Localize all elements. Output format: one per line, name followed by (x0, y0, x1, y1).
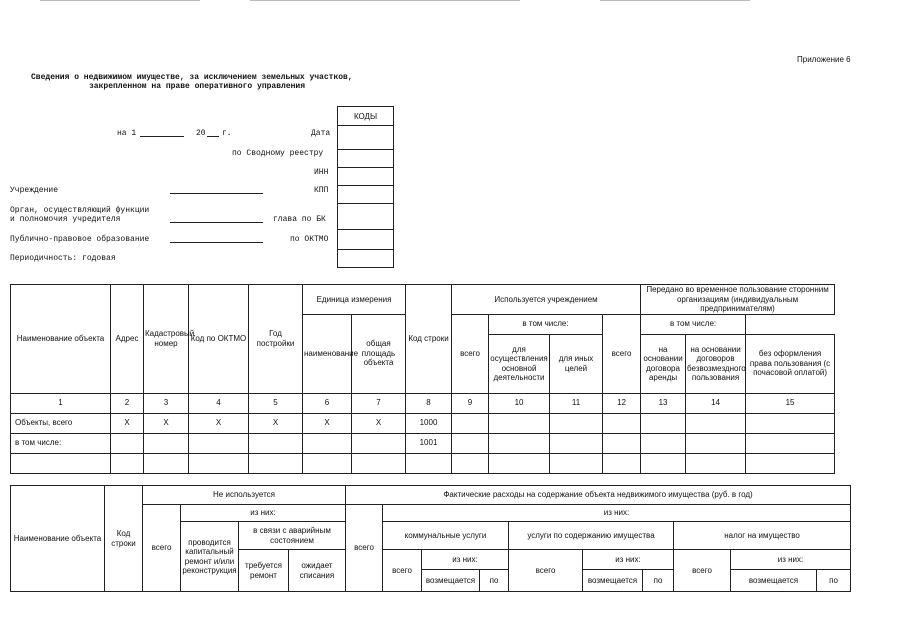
input-cell[interactable] (641, 453, 686, 473)
input-cell[interactable] (603, 453, 641, 473)
table-row (11, 433, 835, 453)
col-number: 2 (111, 393, 144, 413)
row-cell: X (111, 413, 144, 433)
codes-header: КОДЫ (353, 112, 378, 121)
col-used-other: для иных целей (550, 334, 603, 393)
col-row-code: Код строки (105, 486, 143, 592)
col-expenses-total: всего (346, 505, 383, 592)
col-number: 6 (303, 393, 352, 413)
expenses-table (10, 485, 851, 592)
input-cell[interactable] (303, 433, 352, 453)
input-cell[interactable] (111, 433, 144, 453)
input-cell[interactable] (746, 413, 835, 433)
form-title-line2: закрепленном на праве оперативного управления (89, 82, 306, 91)
col-unit-area: общая площадь объекта (352, 314, 406, 393)
codes-header-cell (338, 107, 393, 126)
col-emergency: в связи с аварийным состоянием (239, 522, 346, 550)
date-day-field[interactable] (140, 136, 184, 137)
year-prefix: 20 (196, 129, 206, 138)
col-needs-repair: требуется ремонт (239, 550, 289, 592)
ppo-label: Публично-правовое образование (10, 235, 150, 244)
row-code: 1000 (406, 413, 452, 433)
col-used-total: всего (452, 314, 489, 393)
col-object-name: Наименование объекта (11, 285, 111, 394)
year-suffix: г. (222, 129, 232, 138)
input-cell[interactable] (686, 433, 746, 453)
col-transferred: Передано во временное пользование сторонним организациям (индивидуальным предпринимателям) (641, 285, 835, 315)
organ-label-line1: Орган, осуществляющий функции (10, 206, 150, 215)
col-oktmo: Код по ОКТМО (189, 285, 249, 394)
col-transferred-total: всего (603, 314, 641, 393)
table-row (11, 413, 835, 433)
institution-label: Учреждение (10, 186, 59, 195)
row-code: 1001 (406, 433, 452, 453)
col-tax: налог на имущество (674, 522, 851, 550)
row-cell: X (144, 413, 189, 433)
row-cell: X (352, 413, 406, 433)
property-table (10, 284, 835, 474)
kpp-label: КПП (314, 186, 329, 195)
code-cell-bk[interactable] (338, 203, 393, 230)
col-maintenance-total: всего (509, 550, 583, 592)
code-cell-date[interactable] (338, 125, 393, 150)
institution-field[interactable] (170, 193, 263, 194)
col-number: 1 (11, 393, 111, 413)
col-utilities-total: всего (383, 550, 422, 592)
organ-label-line2: и полномочия учредителя (10, 215, 121, 224)
input-cell[interactable] (189, 453, 249, 473)
col-expenses: Фактические расходы на содержание объекта недвижимого имущества (руб. в год) (346, 486, 851, 505)
col-number: 15 (746, 393, 835, 413)
col-build-year: Год постройки (249, 285, 303, 394)
column-numbers-row (11, 393, 835, 413)
col-tax-by: по (817, 570, 851, 592)
inn-label: ИНН (314, 168, 329, 177)
col-unit: Единица измерения (303, 285, 406, 315)
input-cell[interactable] (746, 453, 835, 473)
input-cell[interactable] (144, 433, 189, 453)
input-cell[interactable] (452, 453, 489, 473)
col-expenses-of-them: из них: (383, 505, 851, 522)
scan-edge-line (600, 0, 750, 1)
input-cell[interactable] (189, 433, 249, 453)
ppo-field[interactable] (170, 242, 263, 243)
col-number: 14 (686, 393, 746, 413)
col-number: 4 (189, 393, 249, 413)
col-number: 5 (249, 393, 303, 413)
input-cell[interactable] (686, 453, 746, 473)
col-number: 10 (489, 393, 550, 413)
codes-box (337, 106, 394, 268)
input-cell[interactable] (249, 433, 303, 453)
bk-label: глава по БК (273, 215, 326, 224)
input-cell[interactable] (603, 433, 641, 453)
col-transferred-incl: в том числе: (641, 314, 746, 334)
col-utilities-of-them: из них: (422, 550, 509, 570)
input-cell[interactable] (406, 453, 452, 473)
input-cell[interactable] (303, 453, 352, 473)
input-cell[interactable] (489, 453, 550, 473)
input-cell[interactable] (550, 453, 603, 473)
input-cell[interactable] (489, 413, 550, 433)
col-transferred-hourly: без оформления права пользования (с почасовой оплатой) (746, 334, 835, 393)
col-object-name: Наименование объекта (11, 486, 105, 592)
input-cell[interactable] (144, 453, 189, 473)
input-cell[interactable] (686, 413, 746, 433)
col-repair: проводится капитальный ремонт и/или реконструкция (181, 522, 239, 592)
col-not-used: Не используется (143, 486, 346, 505)
col-used-main: для осуществления основной деятельности (489, 334, 550, 393)
input-cell[interactable] (352, 453, 406, 473)
col-tax-reimbursed: возмещается (731, 570, 817, 592)
input-cell[interactable] (452, 413, 489, 433)
row-cell: X (303, 413, 352, 433)
col-number: 8 (406, 393, 452, 413)
code-cell-inn[interactable] (338, 167, 393, 186)
scan-edge-line (250, 0, 520, 1)
col-maintenance-reimbursed: возмещается (583, 570, 643, 592)
col-number: 3 (144, 393, 189, 413)
table-row (11, 453, 835, 473)
scan-edge-line (40, 0, 200, 1)
date-label: Дата (311, 129, 331, 138)
col-number: 11 (550, 393, 603, 413)
col-number: 7 (352, 393, 406, 413)
row-cell: X (189, 413, 249, 433)
date-prefix: на 1 (117, 129, 137, 138)
col-number: 13 (641, 393, 686, 413)
input-cell[interactable] (11, 453, 111, 473)
col-number: 12 (603, 393, 641, 413)
periodicity-label: Периодичность: годовая (10, 254, 116, 263)
col-maintenance-of-them: из них: (583, 550, 674, 570)
col-tax-of-them: из них: (731, 550, 851, 570)
appendix-label: Приложение 6 (797, 55, 851, 64)
code-cell-kpp[interactable] (338, 185, 393, 204)
input-cell[interactable] (452, 433, 489, 453)
col-tax-total: всего (674, 550, 731, 592)
input-cell[interactable] (641, 433, 686, 453)
col-maintenance-by: по (643, 570, 674, 592)
registry-label: по Сводному реестру (232, 149, 324, 158)
col-maintenance: услуги по содержанию имущества (509, 522, 674, 550)
col-used-incl: в том числе: (489, 314, 603, 334)
row-cell: X (249, 413, 303, 433)
input-cell[interactable] (550, 413, 603, 433)
col-utilities-by: по (480, 570, 509, 592)
col-awaits-writeoff: ожидает списания (289, 550, 346, 592)
code-cell-registry[interactable] (338, 149, 393, 168)
col-not-used-total: всего (143, 505, 181, 592)
col-transferred-free: на основании договоров безвозмездного пользования (686, 334, 746, 393)
form-title-line1: Сведения о недвижимом имуществе, за исключением земельных участков, (31, 73, 353, 82)
col-unit-name: наименование (303, 314, 352, 393)
input-cell[interactable] (111, 453, 144, 473)
year-field[interactable] (207, 136, 219, 137)
col-number: 9 (452, 393, 489, 413)
col-used: Используется учреждением (452, 285, 641, 315)
input-cell[interactable] (249, 453, 303, 473)
input-cell[interactable] (352, 433, 406, 453)
code-cell-oktmo[interactable] (338, 229, 393, 250)
row-name: в том числе: (11, 433, 111, 453)
col-cadastral: Кадастровый номер (144, 285, 189, 394)
input-cell[interactable] (550, 433, 603, 453)
row-name: Объекты, всего (11, 413, 111, 433)
col-utilities-reimbursed: возмещается (422, 570, 480, 592)
col-utilities: коммунальные услуги (383, 522, 509, 550)
input-cell[interactable] (746, 433, 835, 453)
col-not-used-of-them: из них: (181, 505, 346, 522)
input-cell[interactable] (603, 413, 641, 433)
col-transferred-lease: на основании договора аренды (641, 334, 686, 393)
input-cell[interactable] (641, 413, 686, 433)
col-row-code: Код строки (406, 285, 452, 394)
col-address: Адрес (111, 285, 144, 394)
oktmo-label: по ОКТМО (290, 235, 329, 244)
input-cell[interactable] (489, 433, 550, 453)
organ-field[interactable] (170, 222, 263, 223)
